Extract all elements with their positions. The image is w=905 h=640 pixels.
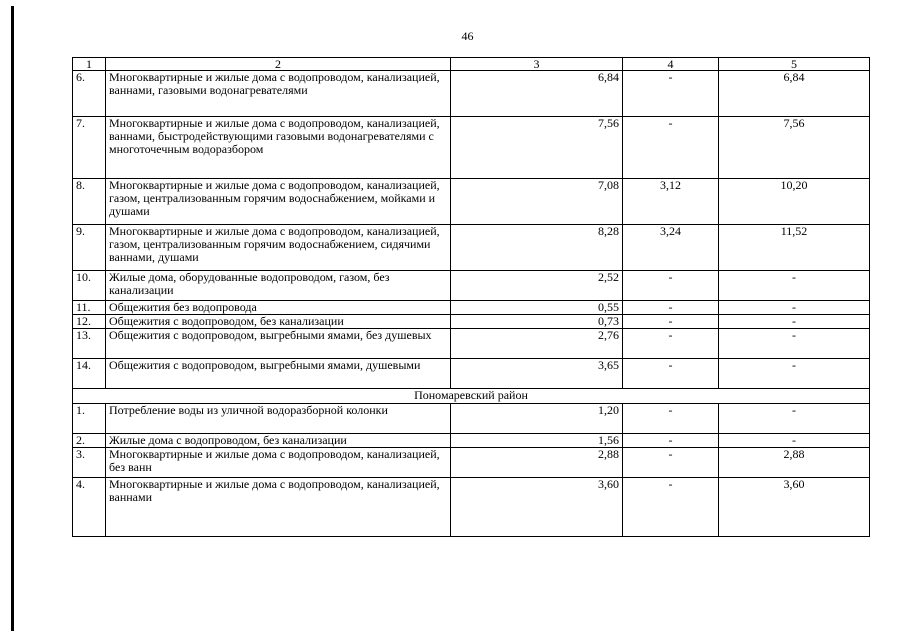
row-number: 3.	[73, 448, 106, 478]
value-col4: -	[623, 271, 719, 301]
column-header: 5	[719, 58, 870, 71]
table-row	[73, 71, 870, 117]
row-number: 12.	[73, 315, 106, 329]
value-col5: -	[719, 434, 870, 448]
row-description: Потребление воды из уличной водоразборной колонки	[106, 404, 451, 434]
table-row	[73, 179, 870, 225]
row-description: Жилые дома с водопроводом, без канализации	[106, 434, 451, 448]
row-number: 6.	[73, 71, 106, 117]
row-description: Многоквартирные и жилые дома с водопроводом, канализацией, без ванн	[106, 448, 451, 478]
row-number: 2.	[73, 434, 106, 448]
row-description: Многоквартирные и жилые дома с водопроводом, канализацией, газом, централизованным горячим водоснабжением, сидячими ваннами, душами	[106, 225, 451, 271]
value-col4: -	[623, 71, 719, 117]
row-description: Общежития с водопроводом, без канализации	[106, 315, 451, 329]
row-description: Общежития без водопровода	[106, 301, 451, 315]
value-col4: -	[623, 434, 719, 448]
value-col5: -	[719, 359, 870, 389]
value-col5: -	[719, 315, 870, 329]
value-col3: 0,73	[451, 315, 623, 329]
table-row	[73, 434, 870, 448]
value-col5: -	[719, 271, 870, 301]
column-header: 1	[73, 58, 106, 71]
column-header: 4	[623, 58, 719, 71]
row-number: 9.	[73, 225, 106, 271]
row-description: Многоквартирные и жилые дома с водопроводом, канализацией, ваннами, быстродействующими газовыми водонагревателями с многоточечным водоразбором	[106, 117, 451, 179]
row-description: Общежития с водопроводом, выгребными ямами, душевыми	[106, 359, 451, 389]
table-row	[73, 225, 870, 271]
table-row	[73, 359, 870, 389]
row-number: 14.	[73, 359, 106, 389]
value-col3: 1,20	[451, 404, 623, 434]
value-col3: 3,65	[451, 359, 623, 389]
value-col4: -	[623, 448, 719, 478]
table-row	[73, 271, 870, 301]
value-col3: 2,76	[451, 329, 623, 359]
value-col4: -	[623, 301, 719, 315]
value-col4: -	[623, 117, 719, 179]
value-col5: 6,84	[719, 71, 870, 117]
value-col3: 0,55	[451, 301, 623, 315]
row-description: Общежития с водопроводом, выгребными ямами, без душевых	[106, 329, 451, 359]
table-header-row	[73, 58, 870, 71]
value-col4: 3,12	[623, 179, 719, 225]
value-col5: 7,56	[719, 117, 870, 179]
value-col5: 2,88	[719, 448, 870, 478]
value-col4: -	[623, 404, 719, 434]
row-number: 10.	[73, 271, 106, 301]
column-header: 2	[106, 58, 451, 71]
value-col4: -	[623, 329, 719, 359]
page-number: 46	[461, 29, 474, 43]
row-number: 7.	[73, 117, 106, 179]
value-col3: 7,08	[451, 179, 623, 225]
tariff-table	[72, 57, 870, 537]
table-row	[73, 329, 870, 359]
table-row	[73, 117, 870, 179]
value-col3: 3,60	[451, 478, 623, 537]
value-col5: -	[719, 404, 870, 434]
value-col5: 11,52	[719, 225, 870, 271]
row-number: 13.	[73, 329, 106, 359]
table-row	[73, 448, 870, 478]
value-col5: -	[719, 329, 870, 359]
value-col4: -	[623, 315, 719, 329]
value-col4: -	[623, 478, 719, 537]
value-col4: -	[623, 359, 719, 389]
section-title: Пономаревский район	[73, 389, 870, 404]
left-margin-rule	[11, 6, 14, 631]
value-col4: 3,24	[623, 225, 719, 271]
value-col3: 2,88	[451, 448, 623, 478]
row-number: 8.	[73, 179, 106, 225]
row-number: 1.	[73, 404, 106, 434]
table-row	[73, 404, 870, 434]
table-row	[73, 315, 870, 329]
value-col3: 8,28	[451, 225, 623, 271]
value-col3: 1,56	[451, 434, 623, 448]
value-col5: -	[719, 301, 870, 315]
value-col5: 3,60	[719, 478, 870, 537]
table-row	[73, 301, 870, 315]
row-description: Жилые дома, оборудованные водопроводом, газом, без канализации	[106, 271, 451, 301]
table-row	[73, 478, 870, 537]
column-header: 3	[451, 58, 623, 71]
value-col3: 2,52	[451, 271, 623, 301]
row-description: Многоквартирные и жилые дома с водопроводом, канализацией, газом, централизованным горячим водоснабжением, мойками и душами	[106, 179, 451, 225]
row-number: 4.	[73, 478, 106, 537]
section-row	[73, 389, 870, 404]
value-col3: 7,56	[451, 117, 623, 179]
row-number: 11.	[73, 301, 106, 315]
row-description: Многоквартирные и жилые дома с водопроводом, канализацией, ваннами, газовыми водонагревателями	[106, 71, 451, 117]
value-col3: 6,84	[451, 71, 623, 117]
value-col5: 10,20	[719, 179, 870, 225]
row-description: Многоквартирные и жилые дома с водопроводом, канализацией, ваннами	[106, 478, 451, 537]
